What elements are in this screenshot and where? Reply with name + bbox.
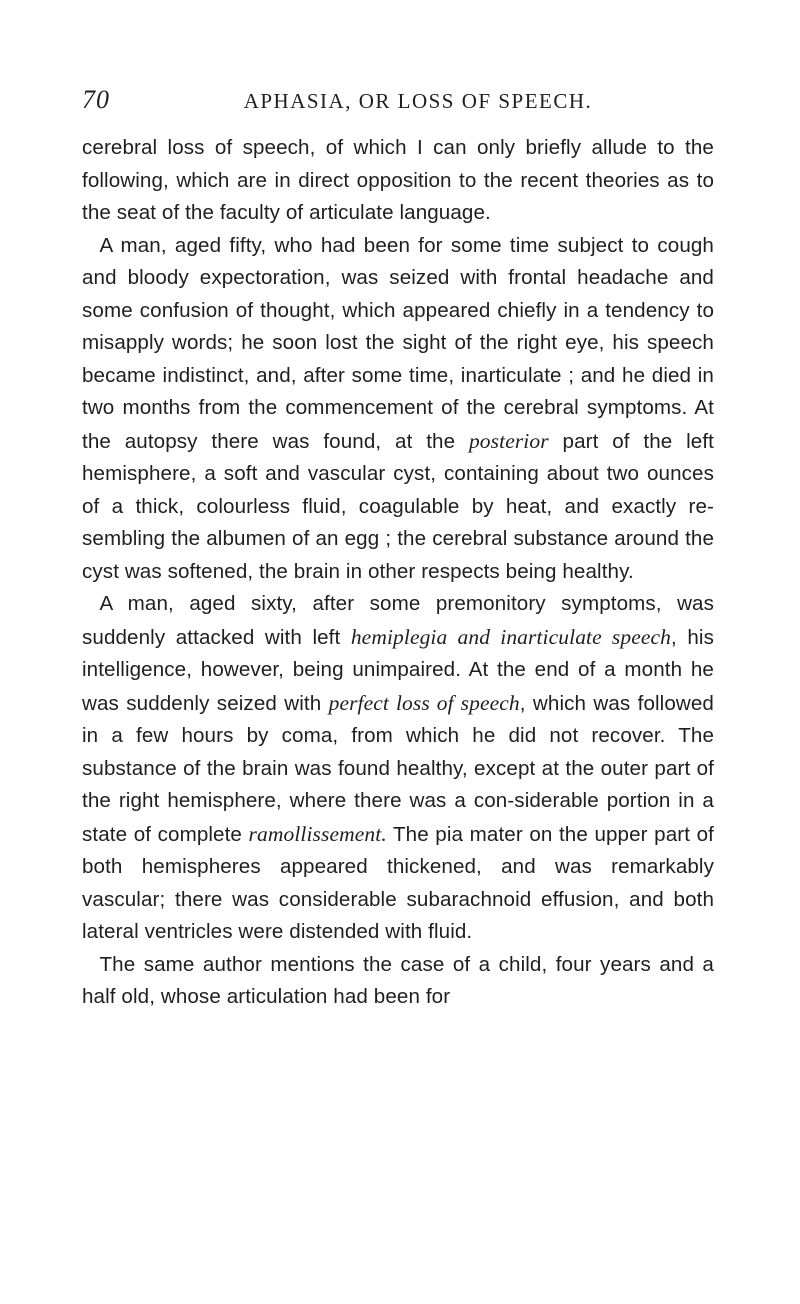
text-run: The pia mater on the upper part of both hemispheres appeared thickened, and was remarkably vascular; there was considerable subarachnoid effusion, and both lateral ventricles were distended with fluid. (82, 822, 714, 943)
paragraph-case-child (82, 949, 714, 1014)
page-number: 70 (82, 85, 110, 114)
paragraph-case-man-fifty (82, 230, 714, 589)
italic-term: hemiplegia and inarticulate speech (350, 624, 672, 649)
text-run: cerebral loss of speech, of which I can only briefly allude to the following, which are in direct opposition to the recent theories as to the seat of the faculty of articulate language. (82, 136, 714, 224)
paragraph-continued (82, 132, 714, 230)
text-run: The same author mentions the case of a child, four years and a half old, whose articulation had been for (82, 952, 714, 1008)
running-title: APHASIA, OR LOSS OF SPEECH. (243, 89, 593, 113)
italic-term: perfect loss of speech (328, 690, 520, 715)
text-run: , his intelligence, however, being unimpaired. At the end of a month he was suddenly seized with (82, 625, 714, 715)
text-run: A man, aged fifty, who had been for some time subject to cough and bloody expectoration, was seized with frontal headache and some confusion of thought, which appeared chiefly in a tendency to misapply words; he soon lost the sight of the right eye, his speech became indistinct, and, after some time, inarticulate ; and he died in two months from the commencement of the cerebral symptoms. At the autopsy there was found, at the (82, 233, 714, 453)
page-header (82, 84, 714, 120)
text-run: , which was followed in a few hours by coma, from which he did not recover. The substance of the brain was found healthy, except at the outer part of the right hemisphere, where there was a con-siderable portion in a state of complete (82, 691, 714, 846)
paragraph-case-man-sixty (82, 588, 714, 949)
text-run: A man, aged sixty, after some premonitory symptoms, was suddenly attacked with left (82, 592, 714, 649)
italic-term: posterior (468, 428, 549, 453)
book-page (82, 84, 714, 1014)
text-run: part of the left hemisphere, a soft and vascular cyst, containing about two ounces of a thick, colourless fluid, coagulable by heat, and exactly re-sembling the albumen of an egg ; the cerebral substance around the cyst was softened, the brain in other respects being healthy. (82, 429, 714, 583)
body-text (82, 132, 714, 1014)
italic-term: ramollissement. (248, 821, 387, 846)
